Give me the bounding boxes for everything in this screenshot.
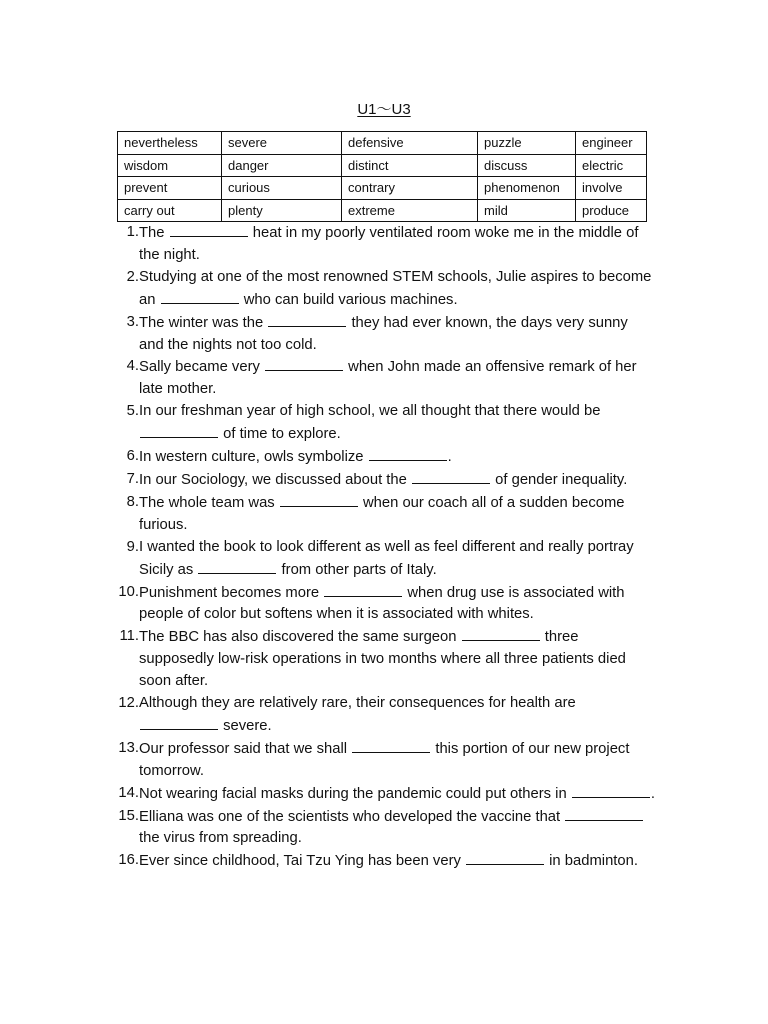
question-text-before: In western culture, owls symbolize	[139, 449, 364, 466]
question-text-before: Our professor said that we shall	[139, 740, 348, 757]
word-bank-row	[118, 177, 647, 200]
answer-blank[interactable]	[280, 492, 358, 507]
question-item	[111, 469, 656, 492]
question-number: 1.	[126, 224, 139, 240]
question-text-after: in badminton.	[549, 853, 638, 870]
answer-blank[interactable]	[265, 356, 343, 371]
question-number: 12.	[118, 695, 139, 712]
word-bank-cell: engineer	[576, 132, 647, 155]
question-text-before: The winter was the	[139, 314, 264, 331]
word-bank-cell: electric	[576, 154, 647, 177]
word-bank-row	[118, 154, 647, 177]
question-number: 13.	[118, 739, 139, 756]
question-text-before: In our Sociology, we discussed about the	[139, 471, 407, 488]
question-text-before: Ever since childhood, Tai Tzu Ying has been very	[139, 853, 461, 870]
answer-blank[interactable]	[369, 446, 447, 461]
question-text-before: Although they are relatively rare, their consequences for health are	[139, 695, 576, 712]
question-item	[111, 267, 656, 312]
question-text-after: three supposedly low-risk operations in two months where all three patients died soon after.	[139, 629, 626, 690]
word-bank-cell: severe	[222, 132, 342, 155]
answer-blank[interactable]	[572, 783, 650, 798]
answer-blank[interactable]	[412, 469, 490, 484]
question-number: 10.	[118, 583, 139, 600]
question-number: 9.	[126, 538, 139, 555]
question-item	[111, 626, 656, 693]
word-bank-table	[117, 131, 647, 222]
question-item	[111, 806, 656, 851]
question-text-before: Sally became very	[139, 359, 260, 376]
question-number: 2.	[126, 268, 139, 285]
answer-blank[interactable]	[462, 626, 540, 641]
answer-blank[interactable]	[466, 850, 544, 865]
word-bank-cell: mild	[478, 199, 576, 222]
word-bank-cell: danger	[222, 154, 342, 177]
question-text-before: I wanted the book to look different as well as feel different and really portray Sicily as	[139, 538, 634, 578]
question-text-after: the virus from spreading.	[139, 830, 302, 847]
question-text-after: this portion of our new project tomorrow.	[139, 740, 630, 779]
question-number: 14.	[118, 784, 139, 801]
question-text-before: In our freshman year of high school, we all thought that there would be	[139, 403, 601, 420]
question-item	[111, 356, 656, 401]
question-item	[111, 738, 656, 783]
question-text-before: The BBC has also discovered the same surgeon	[139, 629, 457, 646]
question-item	[111, 850, 656, 873]
question-text-before: Punishment becomes more	[139, 584, 320, 601]
answer-blank[interactable]	[268, 312, 346, 327]
question-number: 3.	[126, 313, 139, 330]
answer-blank[interactable]	[352, 738, 430, 753]
question-item	[111, 693, 656, 738]
word-bank-cell: discuss	[478, 154, 576, 177]
question-item	[111, 582, 656, 627]
answer-blank[interactable]	[140, 423, 218, 438]
word-bank-cell: carry out	[118, 199, 222, 222]
question-number: 16.	[118, 852, 139, 869]
answer-blank[interactable]	[324, 582, 402, 597]
question-text-after: when our coach all of a sudden become furious.	[139, 494, 625, 533]
question-text-after: .	[447, 449, 452, 466]
question-text-after: who can build various machines.	[243, 291, 458, 308]
word-bank-cell: nevertheless	[118, 132, 222, 155]
word-bank-cell: involve	[576, 177, 647, 200]
question-text-after: heat in my poorly ventilated room woke me in the middle of the night.	[139, 225, 639, 263]
answer-blank[interactable]	[140, 715, 218, 730]
question-list	[111, 222, 656, 873]
question-number: 7.	[126, 470, 139, 487]
question-text-before: Not wearing facial masks during the pandemic could put others in	[139, 785, 567, 802]
question-text-before: The	[139, 225, 165, 241]
question-text-after: they had ever known, the days very sunny and the nights not too cold.	[139, 314, 628, 353]
question-text-before: Studying at one of the most renowned STEM schools, Julie aspires to become an	[139, 268, 652, 308]
question-number: 11.	[119, 628, 139, 645]
question-text-after: when John made an offensive remark of her late mother.	[139, 359, 637, 398]
word-bank-row	[118, 199, 647, 222]
word-bank-cell: wisdom	[118, 154, 222, 177]
question-text-before: Elliana was one of the scientists who developed the vaccine that	[139, 808, 561, 825]
question-text-before: The whole team was	[139, 494, 275, 511]
word-bank-row	[118, 132, 647, 155]
word-bank-cell: contrary	[342, 177, 478, 200]
question-number: 8.	[126, 493, 139, 510]
question-number: 6.	[126, 448, 139, 465]
question-item	[111, 222, 656, 267]
answer-blank[interactable]	[161, 289, 239, 304]
question-text-after: when drug use is associated with people of color but softens when it is associated with whites.	[139, 584, 625, 623]
question-number: 4.	[126, 358, 139, 375]
question-text-after: of gender inequality.	[495, 471, 628, 488]
answer-blank[interactable]	[565, 806, 643, 821]
word-bank-cell: prevent	[118, 177, 222, 200]
question-item	[111, 492, 656, 537]
question-number: 5.	[126, 403, 139, 420]
word-bank-cell: extreme	[342, 199, 478, 222]
question-text-after: from other parts of Italy.	[281, 561, 437, 578]
question-text-after: .	[650, 785, 655, 802]
question-item	[111, 537, 656, 582]
question-text-after: of time to explore.	[223, 426, 341, 443]
question-item	[111, 312, 656, 357]
answer-blank[interactable]	[198, 559, 276, 574]
answer-blank[interactable]	[170, 222, 248, 237]
word-bank-cell: distinct	[342, 154, 478, 177]
question-item	[111, 783, 656, 806]
question-item	[111, 446, 656, 469]
word-bank-cell: curious	[222, 177, 342, 200]
word-bank-cell: puzzle	[478, 132, 576, 155]
question-text-after: severe.	[223, 717, 272, 734]
word-bank-cell: defensive	[342, 132, 478, 155]
question-item	[111, 401, 656, 446]
question-number: 15.	[118, 807, 139, 824]
word-bank-cell: produce	[576, 199, 647, 222]
page-title: U1～U3	[357, 101, 411, 118]
word-bank-cell: phenomenon	[478, 177, 576, 200]
word-bank-cell: plenty	[222, 199, 342, 222]
